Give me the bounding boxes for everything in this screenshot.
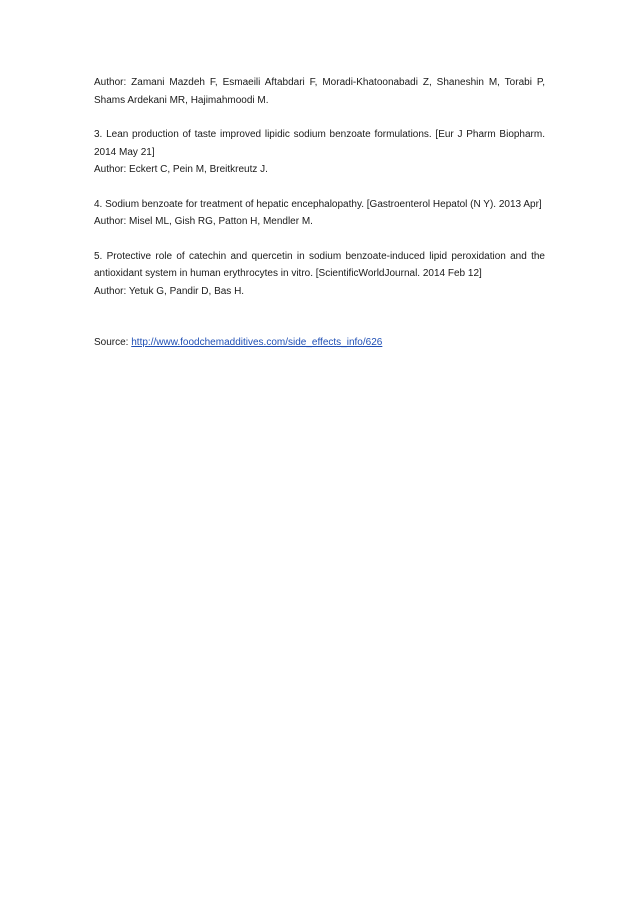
source-label: Source: [94, 337, 132, 348]
reference-author: Author: Yetuk G, Pandir D, Bas H. [94, 285, 245, 297]
reference-2-author-block [94, 74, 545, 109]
source-link[interactable]: http://www.foodchemadditives.com/side_effects_info/626 [131, 337, 383, 348]
reference-author: Author: Zamani Mazdeh F, Esmaeili Aftabdari F, Moradi-Khatoonabadi Z, Shaneshin M, Torabi P, Shams Ardekani MR, Hajimahmoodi M. [94, 77, 545, 106]
reference-citation: 3. Lean production of taste improved lipidic sodium benzoate formulations. [Eur J Pharm Biopharm. 2014 May 21] [94, 129, 545, 158]
reference-author: Author: Misel ML, Gish RG, Patton H, Mendler M. [94, 216, 313, 227]
reference-5 [94, 248, 545, 301]
reference-citation: 5. Protective role of catechin and quercetin in sodium benzoate-induced lipid peroxidation and the antioxidant system in human erythrocytes in vitro. [ScientificWorldJournal. 2014 Feb 12] [94, 250, 545, 279]
reference-author: Author: Eckert C, Pein M, Breitkreutz J. [94, 164, 268, 175]
source-line [94, 334, 545, 352]
reference-4 [94, 196, 545, 231]
reference-3 [94, 126, 545, 179]
reference-citation: 4. Sodium benzoate for treatment of hepatic encephalopathy. [Gastroenterol Hepatol (N Y). 2013 Apr] [94, 198, 542, 210]
document-page [94, 74, 545, 362]
